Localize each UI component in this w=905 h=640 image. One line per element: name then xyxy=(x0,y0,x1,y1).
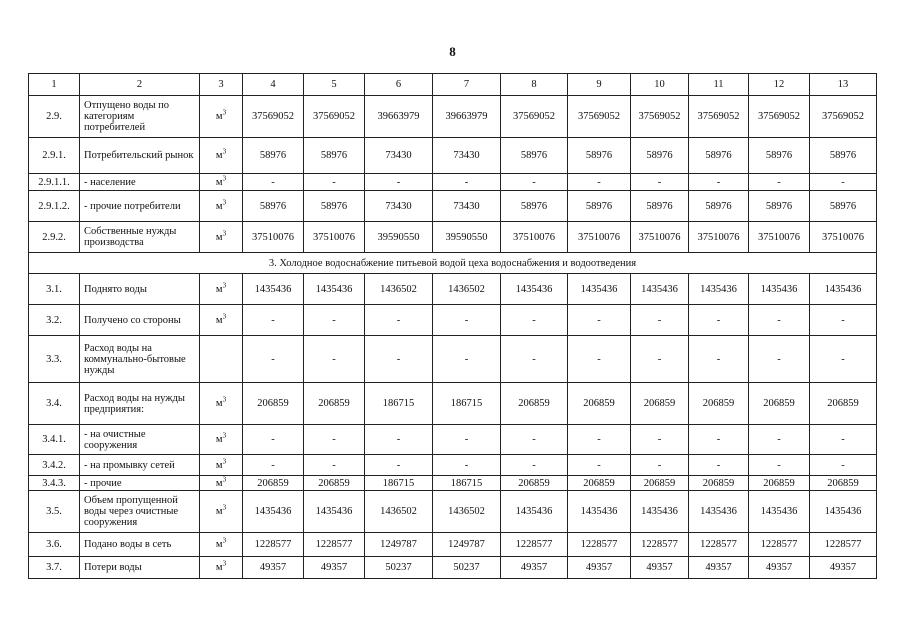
unit-base: м xyxy=(215,176,223,188)
row-description: Собственные нужды производства xyxy=(80,222,200,253)
value-cell: - xyxy=(810,425,877,455)
row-unit xyxy=(200,174,243,191)
value-cell: - xyxy=(749,336,810,383)
value-cell: 206859 xyxy=(631,476,689,491)
header-cell: 4 xyxy=(243,74,304,96)
unit-exponent: 3 xyxy=(222,281,227,289)
row-unit xyxy=(200,222,243,253)
unit-exponent: 3 xyxy=(222,147,227,156)
value-cell: 49357 xyxy=(810,557,877,579)
table-row xyxy=(29,336,877,383)
value-cell: - xyxy=(568,305,631,336)
header-cell: 10 xyxy=(631,74,689,96)
value-cell: 1435436 xyxy=(749,491,810,533)
value-cell: - xyxy=(631,174,689,191)
value-cell: 37510076 xyxy=(568,222,631,253)
value-cell: 39663979 xyxy=(433,96,501,138)
value-cell: 186715 xyxy=(433,383,501,425)
value-cell: 58976 xyxy=(243,191,304,222)
value-cell: 1436502 xyxy=(433,491,501,533)
value-cell: 73430 xyxy=(365,138,433,174)
unit-base: м xyxy=(215,398,223,409)
row-unit xyxy=(200,455,243,476)
value-cell: - xyxy=(501,455,568,476)
row-unit xyxy=(200,425,243,455)
value-cell: - xyxy=(501,425,568,455)
row-description: Потребительский рынок xyxy=(80,138,200,174)
value-cell: - xyxy=(304,425,365,455)
value-cell: - xyxy=(631,455,689,476)
value-cell: - xyxy=(433,174,501,191)
value-cell: 1435436 xyxy=(689,491,749,533)
value-cell: - xyxy=(501,305,568,336)
value-cell: 37569052 xyxy=(304,96,365,138)
value-cell: 37510076 xyxy=(304,222,365,253)
value-cell: 58976 xyxy=(501,138,568,174)
value-cell: 206859 xyxy=(568,383,631,425)
header-row xyxy=(29,74,877,96)
header-cell: 1 xyxy=(29,74,80,96)
value-cell: 1436502 xyxy=(365,491,433,533)
row-code: 3.7. xyxy=(29,557,80,579)
value-cell: - xyxy=(689,174,749,191)
unit-base: м xyxy=(215,111,223,122)
table-row xyxy=(29,274,877,305)
unit-exponent: 3 xyxy=(222,457,227,465)
value-cell: 58976 xyxy=(631,191,689,222)
value-cell: 1249787 xyxy=(365,533,433,557)
value-cell: 37569052 xyxy=(243,96,304,138)
row-unit xyxy=(200,491,243,533)
value-cell: - xyxy=(243,455,304,476)
value-cell: 49357 xyxy=(689,557,749,579)
unit-exponent: 3 xyxy=(222,536,227,545)
value-cell: 206859 xyxy=(304,383,365,425)
value-cell: 1435436 xyxy=(631,491,689,533)
value-cell: 1435436 xyxy=(568,274,631,305)
row-code: 2.9.1.2. xyxy=(29,191,80,222)
value-cell: 37569052 xyxy=(810,96,877,138)
value-cell: 1249787 xyxy=(433,533,501,557)
value-cell: 1435436 xyxy=(568,491,631,533)
unit-exponent: 3 xyxy=(222,503,227,512)
value-cell: - xyxy=(749,425,810,455)
row-unit xyxy=(200,336,243,383)
value-cell: 1435436 xyxy=(810,274,877,305)
value-cell: - xyxy=(631,425,689,455)
value-cell: 58976 xyxy=(304,138,365,174)
row-code: 3.4.2. xyxy=(29,455,80,476)
value-cell: 58976 xyxy=(749,191,810,222)
header-cell: 8 xyxy=(501,74,568,96)
value-cell: 1435436 xyxy=(749,274,810,305)
value-cell: 58976 xyxy=(810,138,877,174)
value-cell: - xyxy=(243,425,304,455)
value-cell: - xyxy=(365,305,433,336)
value-cell: 58976 xyxy=(304,191,365,222)
value-cell: 206859 xyxy=(243,383,304,425)
row-unit xyxy=(200,274,243,305)
value-cell: 39663979 xyxy=(365,96,433,138)
table-row xyxy=(29,383,877,425)
value-cell: - xyxy=(631,305,689,336)
row-description: Расход воды на нужды предприятия: xyxy=(80,383,200,425)
value-cell: - xyxy=(304,455,365,476)
value-cell: - xyxy=(749,455,810,476)
value-cell: 37569052 xyxy=(568,96,631,138)
value-cell: - xyxy=(501,174,568,191)
unit-exponent: 3 xyxy=(222,229,227,237)
value-cell: 206859 xyxy=(501,476,568,491)
table-row xyxy=(29,557,877,579)
value-cell: 58976 xyxy=(568,191,631,222)
value-cell: 37510076 xyxy=(749,222,810,253)
value-cell: 1435436 xyxy=(243,491,304,533)
unit-base: м xyxy=(215,539,223,550)
value-cell: 1435436 xyxy=(631,274,689,305)
value-cell: 37569052 xyxy=(689,96,749,138)
value-cell: 49357 xyxy=(749,557,810,579)
row-description: - население xyxy=(80,174,200,191)
unit-exponent: 3 xyxy=(222,475,227,483)
value-cell: - xyxy=(304,336,365,383)
value-cell: - xyxy=(501,336,568,383)
value-cell: - xyxy=(433,305,501,336)
value-cell: - xyxy=(433,425,501,455)
value-cell: - xyxy=(749,305,810,336)
table-row xyxy=(29,533,877,557)
value-cell: - xyxy=(243,174,304,191)
value-cell: - xyxy=(568,336,631,383)
value-cell: 206859 xyxy=(810,476,877,491)
row-code: 3.4.1. xyxy=(29,425,80,455)
value-cell: 49357 xyxy=(501,557,568,579)
value-cell: 206859 xyxy=(810,383,877,425)
row-code: 2.9.1.1. xyxy=(29,174,80,191)
row-description: Отпущено воды по категориям потребителей xyxy=(80,96,200,138)
value-cell: 49357 xyxy=(568,557,631,579)
value-cell: 1435436 xyxy=(304,274,365,305)
header-cell: 9 xyxy=(568,74,631,96)
row-description: Подано воды в сеть xyxy=(80,533,200,557)
value-cell: - xyxy=(304,174,365,191)
value-cell: - xyxy=(689,455,749,476)
value-cell: 1228577 xyxy=(689,533,749,557)
unit-base: м xyxy=(215,477,223,489)
value-cell: 50237 xyxy=(365,557,433,579)
value-cell: 206859 xyxy=(689,383,749,425)
value-cell: 206859 xyxy=(501,383,568,425)
unit-exponent: 3 xyxy=(222,395,227,404)
value-cell: - xyxy=(749,174,810,191)
value-cell: - xyxy=(568,425,631,455)
value-cell: 1435436 xyxy=(810,491,877,533)
value-cell: 206859 xyxy=(243,476,304,491)
value-cell: 58976 xyxy=(810,191,877,222)
header-cell: 7 xyxy=(433,74,501,96)
row-description: - прочие потребители xyxy=(80,191,200,222)
value-cell: 1228577 xyxy=(631,533,689,557)
value-cell: 1435436 xyxy=(501,491,568,533)
value-cell: 39590550 xyxy=(433,222,501,253)
row-description: Поднято воды xyxy=(80,274,200,305)
page-number: 8 xyxy=(449,44,456,59)
unit-exponent: 3 xyxy=(222,108,227,117)
value-cell: 49357 xyxy=(243,557,304,579)
value-cell: - xyxy=(568,174,631,191)
value-cell: 49357 xyxy=(304,557,365,579)
unit-base: м xyxy=(215,314,223,326)
header-cell: 5 xyxy=(304,74,365,96)
unit-base: м xyxy=(215,283,223,295)
row-code: 2.9.2. xyxy=(29,222,80,253)
row-description: - на промывку сетей xyxy=(80,455,200,476)
row-code: 3.4. xyxy=(29,383,80,425)
value-cell: - xyxy=(810,336,877,383)
header-cell: 6 xyxy=(365,74,433,96)
header-cell: 3 xyxy=(200,74,243,96)
table-row xyxy=(29,191,877,222)
value-cell: 37510076 xyxy=(501,222,568,253)
value-cell: - xyxy=(243,305,304,336)
unit-base: м xyxy=(215,506,223,517)
row-unit xyxy=(200,191,243,222)
unit-base: м xyxy=(215,150,223,161)
value-cell: 1435436 xyxy=(501,274,568,305)
value-cell: 73430 xyxy=(433,138,501,174)
value-cell: 1435436 xyxy=(243,274,304,305)
value-cell: - xyxy=(304,305,365,336)
row-description: Объем пропущенной воды через очистные сооружения xyxy=(80,491,200,533)
value-cell: 37510076 xyxy=(689,222,749,253)
unit-base: м xyxy=(215,231,223,243)
value-cell: 39590550 xyxy=(365,222,433,253)
row-unit xyxy=(200,305,243,336)
value-cell: 206859 xyxy=(749,383,810,425)
value-cell: 37510076 xyxy=(243,222,304,253)
unit-base: м xyxy=(215,562,223,573)
value-cell: 1435436 xyxy=(689,274,749,305)
unit-exponent: 3 xyxy=(222,174,227,182)
table-row xyxy=(29,174,877,191)
value-cell: 206859 xyxy=(749,476,810,491)
value-cell: - xyxy=(810,305,877,336)
value-cell: 58976 xyxy=(243,138,304,174)
unit-exponent: 3 xyxy=(222,559,227,568)
value-cell: 1228577 xyxy=(568,533,631,557)
value-cell: 58976 xyxy=(689,191,749,222)
row-unit xyxy=(200,557,243,579)
row-unit xyxy=(200,476,243,491)
value-cell: - xyxy=(689,425,749,455)
value-cell: 206859 xyxy=(689,476,749,491)
value-cell: 58976 xyxy=(749,138,810,174)
header-cell: 12 xyxy=(749,74,810,96)
value-cell: - xyxy=(631,336,689,383)
unit-base: м xyxy=(215,434,223,445)
value-cell: 206859 xyxy=(304,476,365,491)
value-cell: 1228577 xyxy=(749,533,810,557)
value-cell: 73430 xyxy=(433,191,501,222)
row-code: 3.2. xyxy=(29,305,80,336)
row-code: 3.1. xyxy=(29,274,80,305)
table-row xyxy=(29,491,877,533)
section-title: 3. Холодное водоснабжение питьевой водой цеха водоснабжения и водоотведения xyxy=(29,253,877,274)
row-description: Получено со стороны xyxy=(80,305,200,336)
row-description: Расход воды на коммунально-бытовые нужды xyxy=(80,336,200,383)
value-cell: - xyxy=(810,455,877,476)
unit-base: м xyxy=(215,200,223,212)
row-code: 3.4.3. xyxy=(29,476,80,491)
header-cell: 13 xyxy=(810,74,877,96)
value-cell: 58976 xyxy=(689,138,749,174)
value-cell: - xyxy=(365,336,433,383)
row-description: - прочие xyxy=(80,476,200,491)
row-unit xyxy=(200,138,243,174)
table-row xyxy=(29,138,877,174)
value-cell: 37510076 xyxy=(810,222,877,253)
table-row xyxy=(29,476,877,491)
value-cell: - xyxy=(568,455,631,476)
value-cell: - xyxy=(365,425,433,455)
header-cell: 2 xyxy=(80,74,200,96)
table-row xyxy=(29,222,877,253)
value-cell: - xyxy=(810,174,877,191)
table-row xyxy=(29,305,877,336)
table-row xyxy=(29,96,877,138)
value-cell: 49357 xyxy=(631,557,689,579)
value-cell: - xyxy=(433,336,501,383)
value-cell: 58976 xyxy=(501,191,568,222)
row-unit xyxy=(200,383,243,425)
row-code: 2.9. xyxy=(29,96,80,138)
row-code: 3.3. xyxy=(29,336,80,383)
data-table xyxy=(28,73,877,579)
row-unit xyxy=(200,533,243,557)
value-cell: 1228577 xyxy=(304,533,365,557)
table-row xyxy=(29,425,877,455)
value-cell: 50237 xyxy=(433,557,501,579)
value-cell: 186715 xyxy=(365,383,433,425)
value-cell: - xyxy=(689,305,749,336)
value-cell: 73430 xyxy=(365,191,433,222)
value-cell: 1228577 xyxy=(810,533,877,557)
row-unit xyxy=(200,96,243,138)
header-cell: 11 xyxy=(689,74,749,96)
table-row xyxy=(29,455,877,476)
value-cell: 206859 xyxy=(631,383,689,425)
unit-exponent: 3 xyxy=(222,431,227,440)
value-cell: 37569052 xyxy=(749,96,810,138)
section-header-row xyxy=(29,253,877,274)
value-cell: - xyxy=(243,336,304,383)
unit-base: м xyxy=(215,459,223,471)
value-cell: 37510076 xyxy=(631,222,689,253)
value-cell: 58976 xyxy=(631,138,689,174)
value-cell: - xyxy=(689,336,749,383)
value-cell: 37569052 xyxy=(631,96,689,138)
value-cell: 1436502 xyxy=(365,274,433,305)
value-cell: - xyxy=(365,174,433,191)
row-code: 3.6. xyxy=(29,533,80,557)
value-cell: 1228577 xyxy=(501,533,568,557)
value-cell: 1228577 xyxy=(243,533,304,557)
value-cell: 206859 xyxy=(568,476,631,491)
row-code: 2.9.1. xyxy=(29,138,80,174)
value-cell: - xyxy=(433,455,501,476)
row-description: Потери воды xyxy=(80,557,200,579)
row-description: - на очистные сооружения xyxy=(80,425,200,455)
value-cell: - xyxy=(365,455,433,476)
value-cell: 1435436 xyxy=(304,491,365,533)
unit-exponent: 3 xyxy=(222,312,227,320)
value-cell: 58976 xyxy=(568,138,631,174)
value-cell: 186715 xyxy=(433,476,501,491)
value-cell: 37569052 xyxy=(501,96,568,138)
row-code: 3.5. xyxy=(29,491,80,533)
value-cell: 186715 xyxy=(365,476,433,491)
value-cell: 1436502 xyxy=(433,274,501,305)
unit-exponent: 3 xyxy=(222,198,227,206)
